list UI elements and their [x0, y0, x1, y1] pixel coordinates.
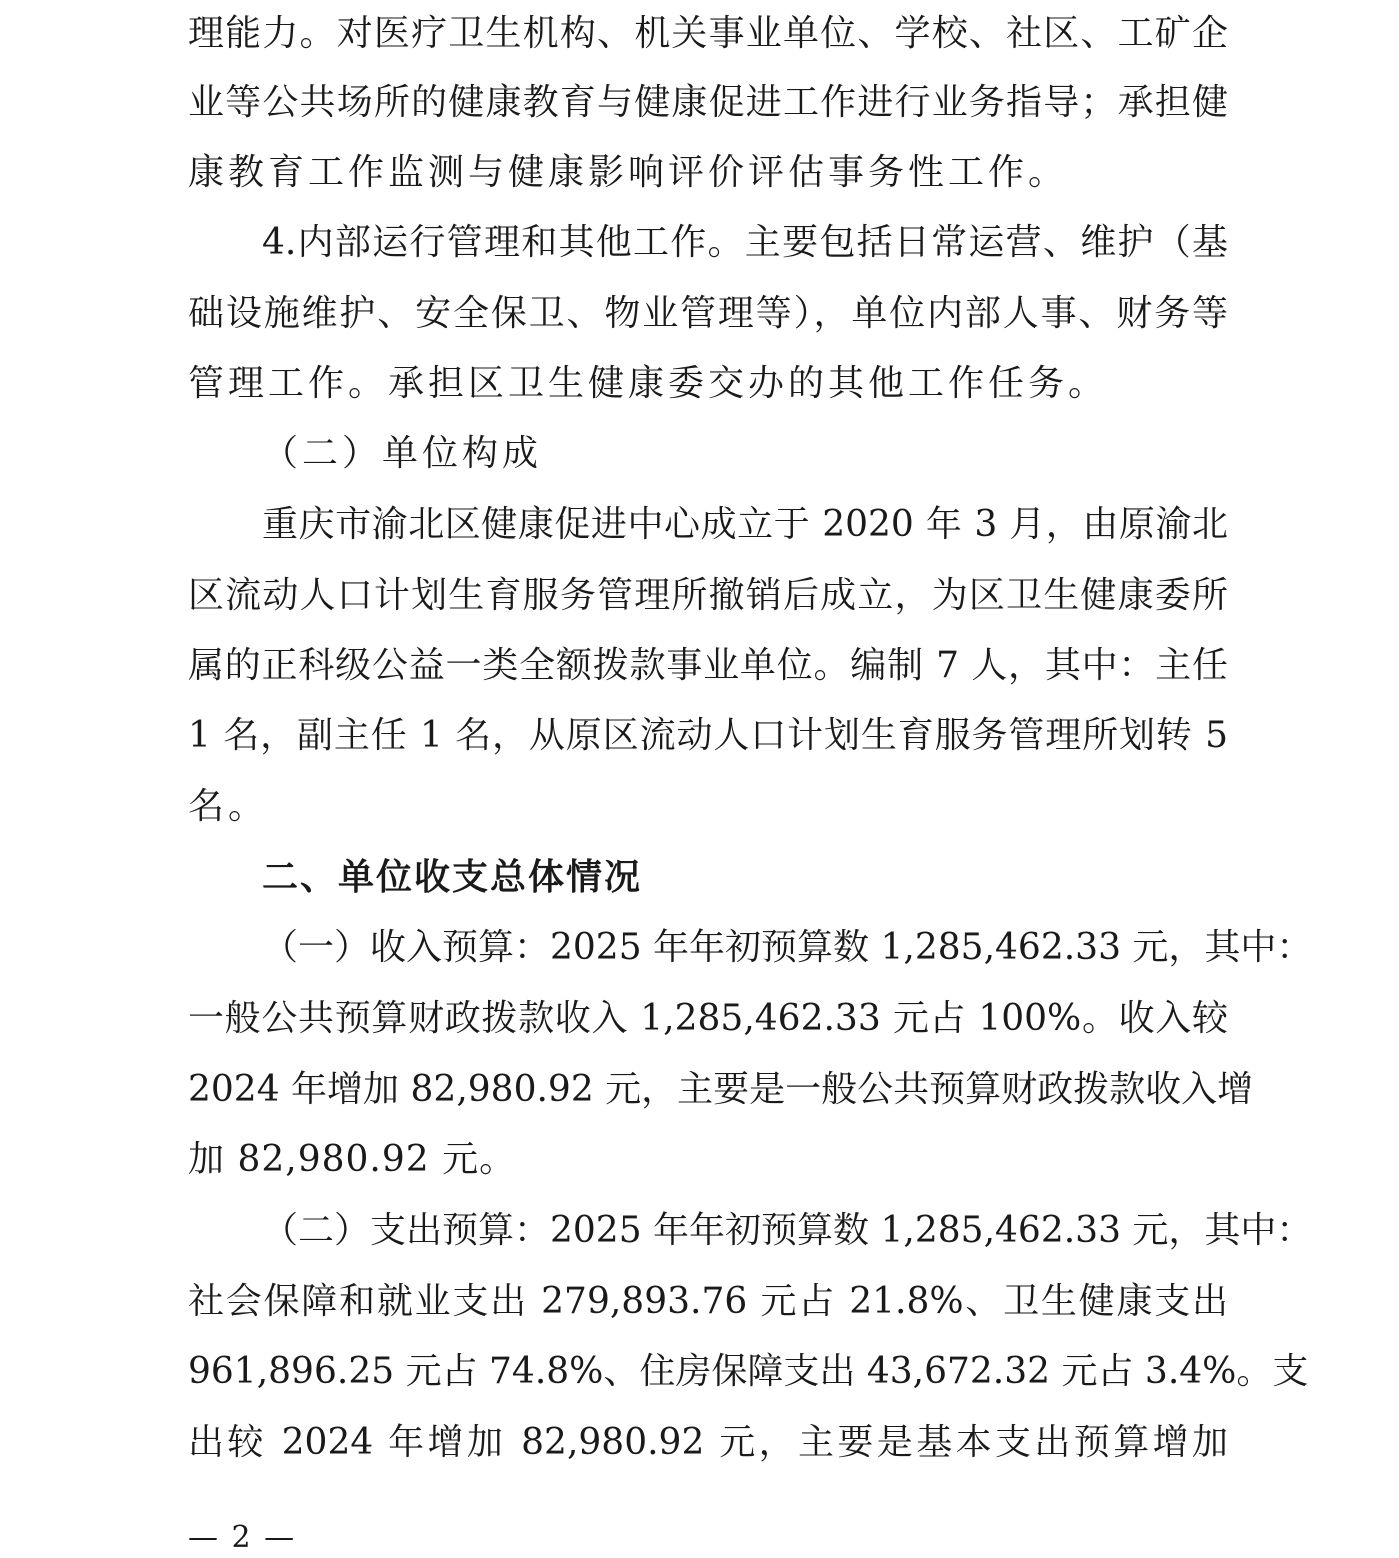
paragraph-line: （二）支出预算：2025 年年初预算数 1,285,462.33 元，其中：	[262, 1210, 1313, 1251]
paragraph-line: 管理工作。承担区卫生健康委交办的其他工作任务。	[188, 363, 1109, 404]
paragraph-line: 理能力。对医疗卫生机构、机关事业单位、学校、社区、工矿企	[188, 13, 1228, 54]
paragraph-line: 961,896.25 元占 74.8%、住房保障支出 43,672.32 元占 3.4%。支	[188, 1351, 1309, 1392]
paragraph-line: 康教育工作监测与健康影响评价评估事务性工作。	[188, 152, 1069, 193]
paragraph-line: （一）收入预算：2025 年年初预算数 1,285,462.33 元，其中：	[262, 927, 1313, 968]
paragraph-line: 重庆市渝北区健康促进中心成立于 2020 年 3 月，由原渝北	[262, 504, 1228, 545]
document-page	[188, 0, 1313, 1554]
paragraph-line: 属的正科级公益一类全额拨款事业单位。编制 7 人，其中：主任	[188, 645, 1228, 686]
paragraph-line: 础设施维护、安全保卫、物业管理等），单位内部人事、财务等	[188, 293, 1228, 334]
paragraph-line: 加 82,980.92 元。	[188, 1139, 517, 1180]
section-heading: 二、单位收支总体情况	[262, 857, 643, 898]
paragraph-line: 业等公共场所的健康教育与健康促进工作进行业务指导；承担健	[188, 82, 1228, 123]
paragraph-line: 2024 年增加 82,980.92 元，主要是一般公共预算财政拨款收入增	[188, 1069, 1254, 1110]
paragraph-line: 名。	[188, 786, 269, 827]
subsection-heading: （二）单位构成	[262, 433, 543, 474]
paragraph-line: 区流动人口计划生育服务管理所撤销后成立，为区卫生健康委所	[188, 575, 1228, 616]
page-number: — 2 —	[188, 1520, 297, 1555]
paragraph-line: 一般公共预算财政拨款收入 1,285,462.33 元占 100%。收入较	[188, 998, 1228, 1039]
paragraph-line: 社会保障和就业支出 279,893.76 元占 21.8%、卫生健康支出	[188, 1281, 1228, 1322]
paragraph-line: 1 名，副主任 1 名，从原区流动人口计划生育服务管理所划转 5	[188, 715, 1228, 756]
paragraph-line: 出较 2024 年增加 82,980.92 元，主要是基本支出预算增加	[188, 1422, 1228, 1463]
paragraph-line: 4.内部运行管理和其他工作。主要包括日常运营、维护（基	[262, 222, 1228, 263]
